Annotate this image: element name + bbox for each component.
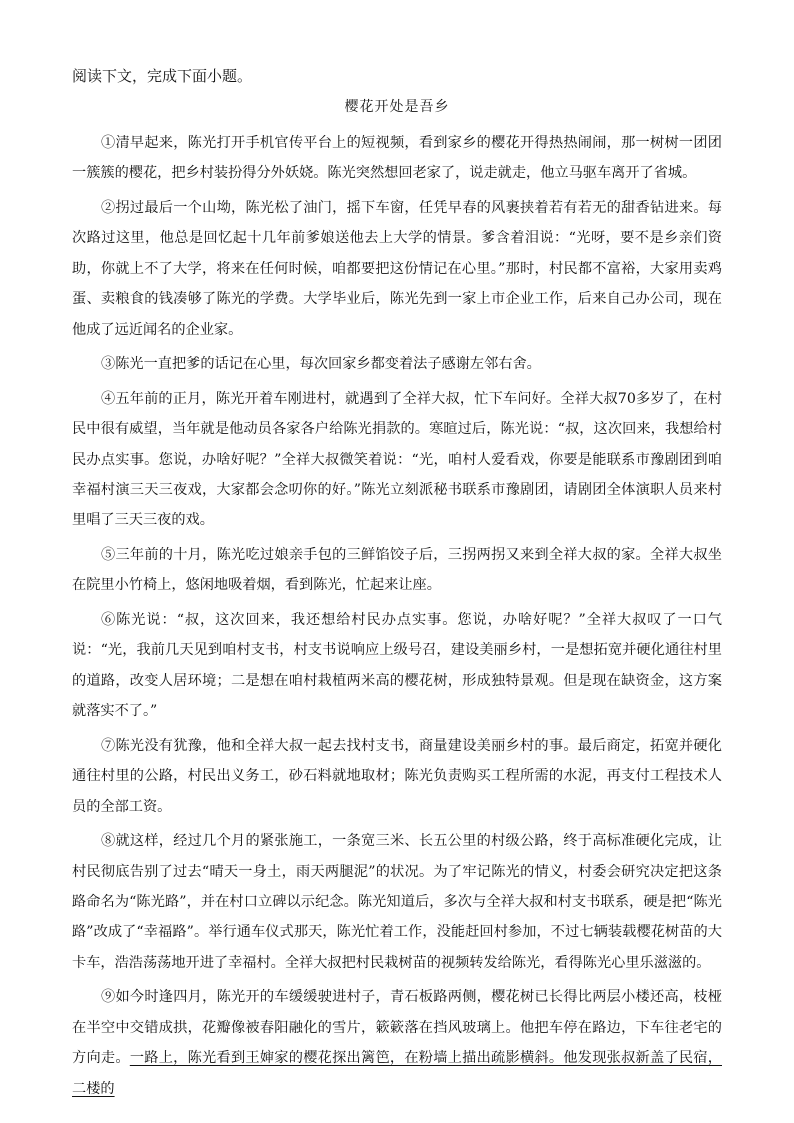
paragraph-6: ⑥陈光说：“叔，这次回来，我还想给村民办点实事。您说，办啥好呢？”全祥大叔叹了一口气说：“光，我前几天见到咱村支书，村支书说响应上级号召，建设美丽乡村，一是想拓宽并硬化通往村里的道路，改变人居环境；二是想在咱村栽植两米高的樱花树，形成独特景观。但是现在缺资金，这方案就落实不了。”	[72, 612, 722, 720]
paragraph-9	[72, 982, 722, 1104]
paragraph-2: ②拐过最后一个山坳，陈光松了油门，摇下车窗，任凭早春的风裹挟着若有若无的甜香钻进来。每次路过这里，他总是回忆起十几年前爹娘送他去上大学的情景。爹含着泪说：“光呀，要不是乡亲们资助，你就上不了大学，将来在任何时候，咱都要把这份情记在心里。”那时，村民都不富裕，大家用卖鸡蛋、卖粮食的钱凑够了陈光的学费。大学毕业后，陈光先到一家上市企业工作，后来自己办公司，现在他成了远近闻名的企业家。	[72, 200, 722, 338]
paragraph-1: ①清早起来，陈光打开手机官传平台上的短视频，看到家乡的樱花开得热热闹闹，那一树树一团团一簇簇的樱花，把乡村装扮得分外妖娆。陈光突然想回老家了，说走就走，他立马驱车离开了省城。	[72, 135, 722, 182]
instruction-text: 阅读下文，完成下面小题。	[72, 67, 253, 85]
article-title: 樱花开处是吾乡	[344, 99, 450, 115]
paragraph-8: ⑧就这样，经过几个月的紧张施工，一条宽三米、长五公里的村级公路，终于高标准硬化完成，让村民彻底告别了过去“晴天一身土，雨天两腿泥”的状况。为了牢记陈光的情义，村委会研究决定把这条路命名为“陈光路”，并在村口立碑以示纪念。陈光知道后，多次与全祥大叔和村支书联系，硬是把“陈光路”改成了“幸福路”。举行通车仪式那天，陈光忙着工作，没能赶回村参加，不过七辆装载樱花树苗的大卡车，浩浩荡荡地开进了幸福村。全祥大叔把村民栽树苗的视频转发给陈光，看得陈光心里乐滋滋的。	[72, 833, 722, 971]
underlined-sentence: 一路上，陈光看到王婶家的樱花探出篱笆，在粉墙上描出疏影横斜。他发现张叔新盖了民宿，二楼的	[72, 1050, 722, 1097]
paragraph-9-text: ⑨如今时逢四月，陈光开的车缓缓驶进村子，青石板路两侧，樱花树已长得比两层小楼还高，枝桠在半空中交错成拱，花瓣像被春阳融化的雪片，簌簌落在挡风玻璃上。他把车停在路边，下车往老宅的方向走。	[72, 989, 722, 1067]
article-body	[72, 128, 722, 1108]
paragraph-5: ⑤三年前的十月，陈光吃过娘亲手包的三鲜馅饺子后，三拐两拐又来到全祥大叔的家。全祥大叔坐在院里小竹椅上，悠闲地吸着烟，看到陈光，忙起来让座。	[72, 547, 722, 594]
paragraph-7: ⑦陈光没有犹豫，他和全祥大叔一起去找村支书，商量建设美丽乡村的事。最后商定，拓宽并硬化通往村里的公路，村民出义务工，砂石料就地取材；陈光负责购买工程所需的水泥，再支付工程技术人员的全部工资。	[72, 737, 722, 815]
paragraph-4: ④五年前的正月，陈光开着车刚进村，就遇到了全祥大叔，忙下车问好。全祥大叔70多岁了，在村民中很有威望，当年就是他动员各家各户给陈光捐款的。寒暄过后，陈光说：“叔，这次回来，我想给村民办点实事。您说，办啥好呢？”全祥大叔微笑着说：“光，咱村人爱看戏，你要是能联系市豫剧团到咱幸福村演三天三夜戏，大家都会念叨你的好。”陈光立刻派秘书联系市豫剧团，请剧团全体演职人员来村里唱了三天三夜的戏。	[72, 390, 722, 529]
paragraph-3: ③陈光一直把爹的话记在心里，每次回家乡都变着法子感谢左邻右舍。	[101, 356, 541, 373]
